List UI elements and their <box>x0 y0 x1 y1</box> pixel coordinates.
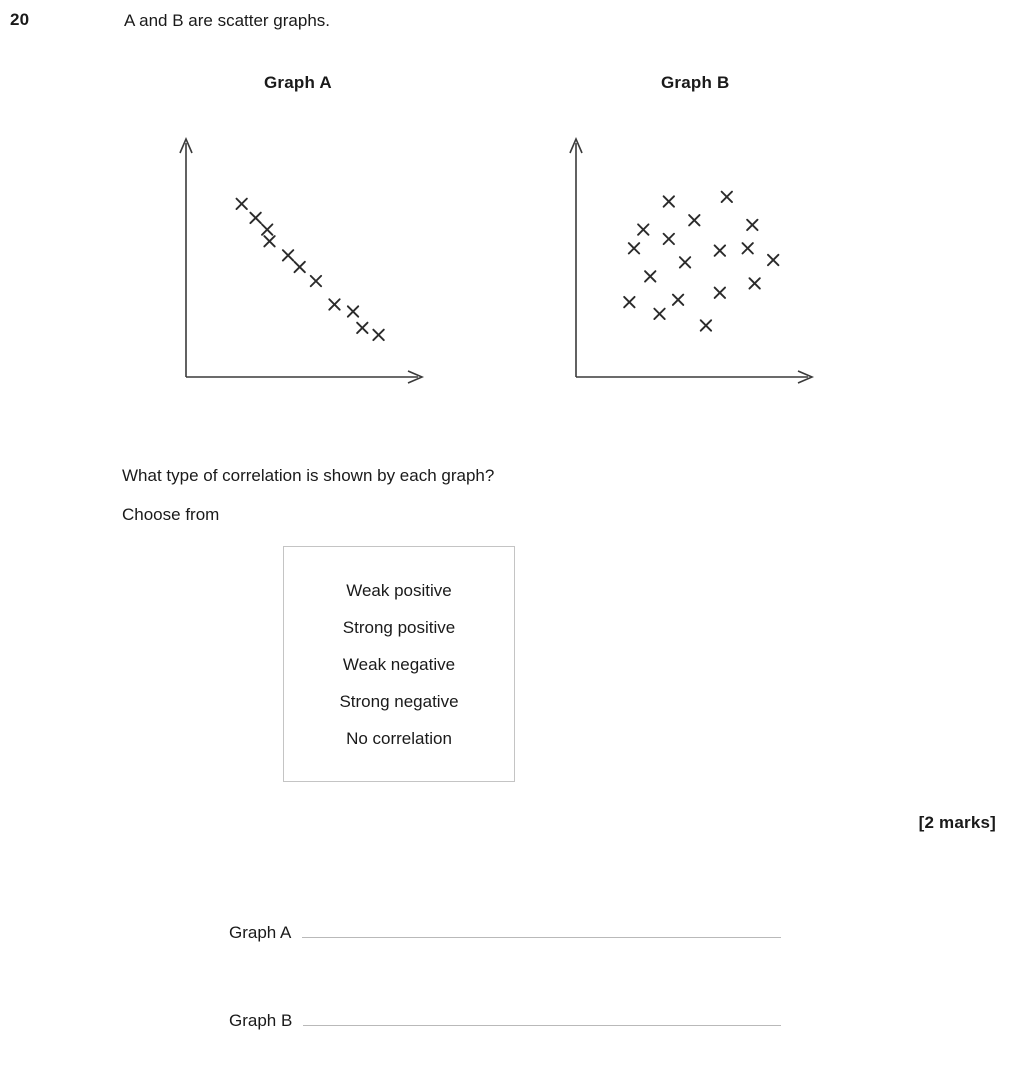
scatter-point-marker <box>250 213 260 223</box>
marks-label: [2 marks] <box>918 813 996 832</box>
scatter-point-marker <box>357 323 367 333</box>
scatter-point-marker <box>283 250 293 260</box>
answer-label-graph-a: Graph A <box>229 923 292 942</box>
scatter-point-marker <box>742 243 752 253</box>
scatter-graph-b <box>560 125 830 395</box>
scatter-point-marker <box>747 220 757 230</box>
scatter-point-marker <box>629 243 639 253</box>
scatter-point-marker <box>664 234 674 244</box>
answer-row-graph-b <box>229 1009 781 1031</box>
scatter-point-marker <box>262 224 272 234</box>
scatter-graph-a <box>170 125 440 395</box>
choose-from-label: Choose from <box>122 505 220 524</box>
axes-group <box>570 139 812 383</box>
scatter-point-marker <box>638 224 648 234</box>
question-prompt: What type of correlation is shown by each graph? <box>122 466 495 485</box>
answer-row-graph-a <box>229 921 781 943</box>
choice-option: Weak positive <box>346 580 452 600</box>
choice-option: Weak negative <box>342 654 456 674</box>
scatter-point-marker <box>348 306 358 316</box>
scatter-graph-b-svg <box>560 125 830 395</box>
scatter-point-marker <box>373 330 383 340</box>
scatter-point-marker <box>654 309 664 319</box>
graph-a-caption: Graph A <box>264 73 332 92</box>
scatter-point-marker <box>701 320 711 330</box>
scatter-point-marker <box>664 196 674 206</box>
scatter-point-marker <box>311 276 321 286</box>
answer-label-graph-b: Graph B <box>229 1011 293 1030</box>
graph-b-caption: Graph B <box>661 73 730 92</box>
question-number: 20 <box>10 10 30 29</box>
scatter-point-marker <box>715 245 725 255</box>
choice-option: Strong negative <box>339 691 459 711</box>
scatter-point-marker <box>768 255 778 265</box>
scatter-graph-a-svg <box>170 125 440 395</box>
data-markers-group <box>236 199 383 340</box>
scatter-point-marker <box>715 288 725 298</box>
data-markers-group <box>624 192 778 331</box>
scatter-point-marker <box>329 299 339 309</box>
scatter-point-marker <box>689 215 699 225</box>
scatter-point-marker <box>645 271 655 281</box>
scatter-point-marker <box>722 192 732 202</box>
scatter-point-marker <box>749 278 759 288</box>
scatter-point-marker <box>294 262 304 272</box>
answer-line-graph-b[interactable] <box>303 1009 781 1026</box>
answer-line-graph-a[interactable] <box>302 921 781 938</box>
scatter-point-marker <box>264 236 274 246</box>
choice-option: Strong positive <box>342 617 456 637</box>
question-stem: A and B are scatter graphs. <box>124 11 331 30</box>
choices-box <box>283 546 515 782</box>
scatter-point-marker <box>680 257 690 267</box>
choice-option: No correlation <box>346 728 452 748</box>
scatter-point-marker <box>236 199 246 209</box>
scatter-point-marker <box>673 295 683 305</box>
scatter-point-marker <box>624 297 634 307</box>
axes-group <box>180 139 422 383</box>
